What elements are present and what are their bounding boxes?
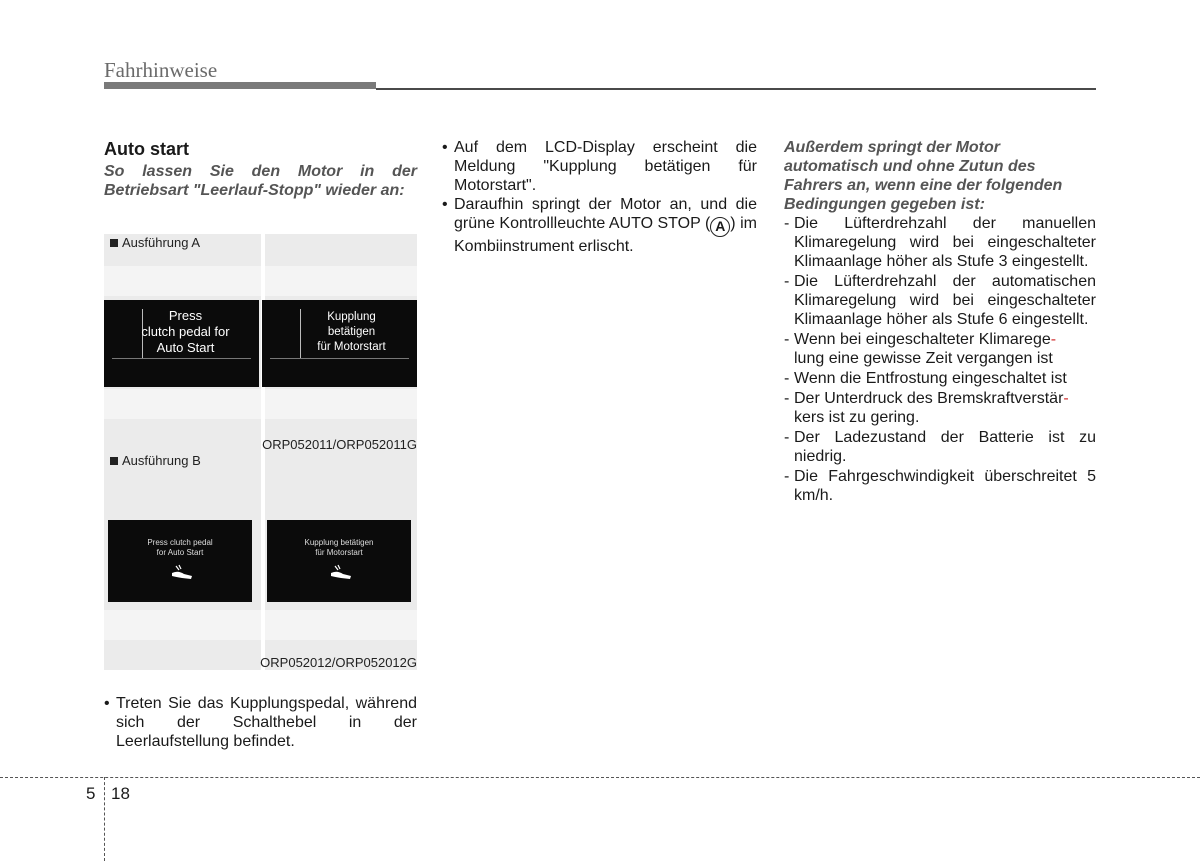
bullet-mark: • [442,139,448,156]
chapter-number: 5 [86,784,96,803]
header-bar-thin [376,88,1096,90]
clutch-pedal-icon [170,564,194,580]
bullet-item [442,138,757,195]
lcd-message: Press clutch pedal for Auto Start [147,538,213,557]
condition-item [784,389,1096,427]
section-heading: Auto start [104,139,189,159]
clutch-pedal-icon [329,564,353,580]
condition-item [784,272,1096,329]
figure-code: ORP052012/ORP052012G [260,655,417,670]
dash-mark: - [784,468,790,485]
lcd-display-german [267,520,411,602]
dash-mark: - [784,331,790,348]
condition-text: Die Lüfterdrehzahl der automatischen Klimaregelung wird bei eingeschalteter Klimaanlage höher als Stufe 6 eingestellt. [794,273,1096,328]
column-right [784,138,1096,506]
dash-mark: - [784,215,790,232]
bullet-item [104,694,417,751]
condition-text: Die Fahrgeschwindigkeit überschreitet 5 km/h. [794,468,1096,504]
condition-text: Wenn die Entfrostung eingeschaltet ist [794,370,1067,387]
header-bar-thick [104,82,376,89]
dash-mark: - [784,273,790,290]
lcd-display-english [108,520,252,602]
condition-item [784,369,1096,388]
column-left-bullet [104,694,417,751]
lcd-baseline [112,358,251,359]
lcd-baseline [270,358,409,359]
lcd-message: Kupplung betätigen für Motorstart [304,538,374,557]
dash-mark: - [784,429,790,446]
bullet-text: Daraufhin springt der Motor an, und die grüne Kontrollleuchte AUTO STOP ( A ) im Kombiinstrument erlischt. [454,196,757,255]
figure-label: Ausführung B [110,453,201,468]
square-bullet-icon [110,457,118,465]
figure-label: Ausführung A [110,235,200,250]
bullet-mark: • [104,695,110,712]
square-bullet-icon [110,239,118,247]
page-number: 18 [111,784,130,803]
condition-item [784,330,1096,368]
page-header-title: Fahrhinweise [104,58,218,82]
bullet-mark: • [442,196,448,213]
column-left [104,138,417,200]
condition-text: Der Unterdruck des Bremskraftverstär- kers ist zu gering. [794,390,1069,426]
figure-variant-b [104,452,417,670]
condition-text: Der Ladezustand der Batterie ist zu niedrig. [794,429,1096,465]
footer-dashed-line [0,777,1200,778]
figure-variant-a [104,234,417,453]
bullet-text: Treten Sie das Kupplungspedal, während sich der Schalthebel in der Leerlaufstellung befindet. [116,695,417,750]
figure-divider [261,452,265,670]
bullet-text: Auf dem LCD-Display erscheint die Meldung "Kupplung betätigen für Motorstart". [454,139,757,194]
condition-item [784,214,1096,271]
condition-item [784,467,1096,505]
conditions-intro: Außerdem springt der Motor automatisch und ohne Zutun des Fahrers an, wenn eine der folgenden Bedingungen gegeben ist: [784,139,1063,213]
bullet-item [442,195,757,256]
dash-mark: - [784,370,790,387]
lcd-message: Kupplung betätigen für Motorstart [317,311,386,353]
lcd-display-english [104,300,259,387]
footer-dashed-divider [104,777,105,861]
lcd-message: Press clutch pedal for Auto Start [141,308,230,355]
lcd-display-german [262,300,417,387]
condition-item [784,428,1096,466]
condition-text: Wenn bei eingeschalteter Klimarege- lung eine gewisse Zeit vergangen ist [794,331,1057,367]
column-middle [442,138,757,256]
condition-text: Die Lüfterdrehzahl der manuellen Klimaregelung wird bei eingeschalteter Klimaanlage höher als Stufe 3 eingestellt. [794,215,1096,270]
auto-stop-icon: A [710,217,730,237]
figure-code: ORP052011/ORP052011G [262,437,417,452]
section-intro: So lassen Sie den Motor in der Betriebsart "Leerlauf-Stopp" wieder an: [104,163,417,199]
dash-mark: - [784,390,790,407]
